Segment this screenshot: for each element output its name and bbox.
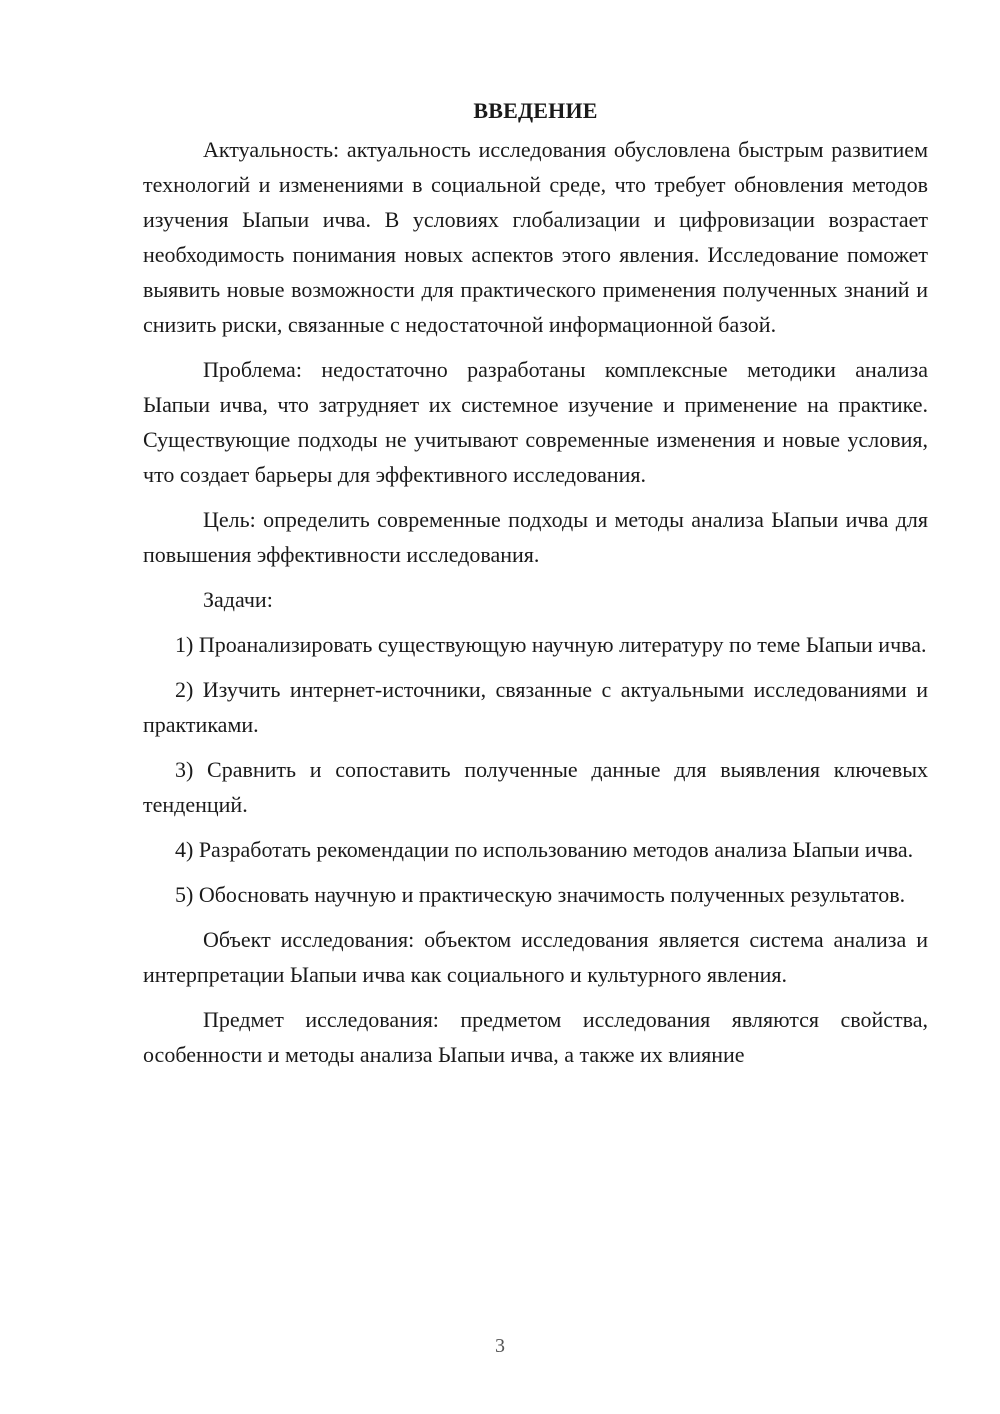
task-item: 1) Проанализировать существующую научную литературу по теме Ыапыи ичва. [175,632,927,657]
goal-paragraph: Цель: определить современные подходы и методы анализа Ыапыи ичва для повышения эффективности исследования. [143,507,928,567]
relevance-paragraph: Актуальность: актуальность исследования обусловлена быстрым развитием технологий и изменениями в социальной среде, что требует обновления методов изучения Ыапыи ичва. В условиях глобализации и цифровизации возрастает необходимость понимания новых аспектов этого явления. Исследование поможет выявить новые возможности для практического применения полученных знаний и снизить риски, связанные с недостаточной информационной базой. [143,137,928,337]
page-number: 3 [495,1335,505,1357]
tasks-heading: Задачи: [203,587,273,612]
page-content [143,93,928,1082]
object-paragraph: Объект исследования: объектом исследования является система анализа и интерпретации Ыапыи ичва как социального и культурного явления. [143,927,928,987]
task-item: 5) Обосновать научную и практическую значимость полученных результатов. [175,882,906,907]
problem-paragraph: Проблема: недостаточно разработаны комплексные методики анализа Ыапыи ичва, что затрудняет их системное изучение и применение на практике. Существующие подходы не учитывают современные изменения и новые условия, что создает барьеры для эффективного исследования. [143,357,928,487]
task-item: 3) Сравнить и сопоставить полученные данные для выявления ключевых тенденций. [143,757,928,817]
task-item: 2) Изучить интернет-источники, связанные с актуальными исследованиями и практиками. [143,677,928,737]
task-item: 4) Разработать рекомендации по использованию методов анализа Ыапыи ичва. [175,837,914,862]
subject-paragraph: Предмет исследования: предметом исследования являются свойства, особенности и методы анализа Ыапыи ичва, а также их влияние [143,1007,928,1067]
section-title: ВВЕДЕНИЕ [473,98,598,123]
